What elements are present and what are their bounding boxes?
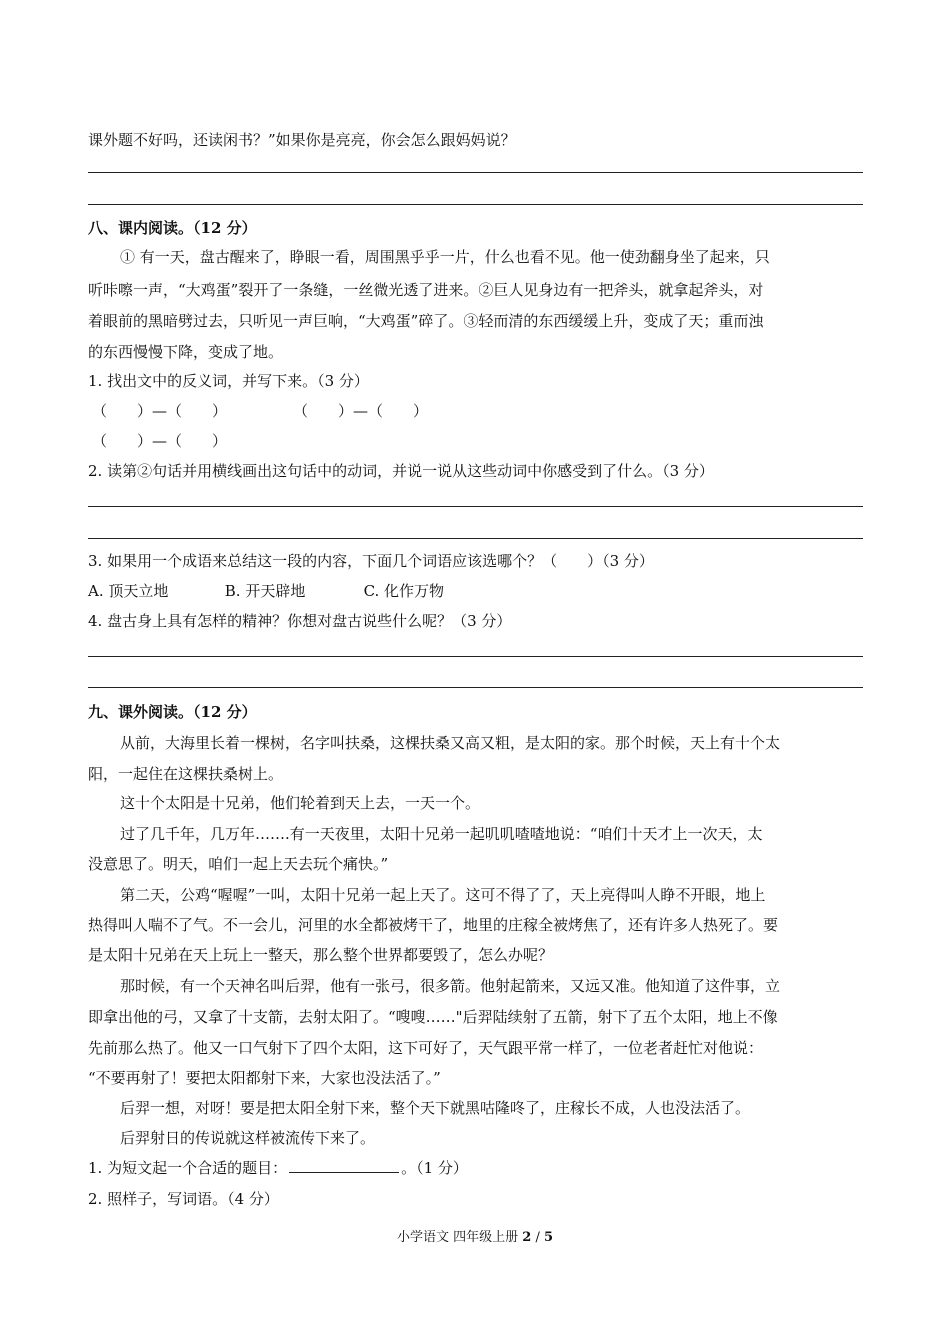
footer-subject: 小学语文 四年级上册	[396, 1230, 519, 1245]
question-continuation: 课外题不好吗，还读闲书？”如果你是亮亮，你会怎么跟妈妈说？	[88, 131, 516, 149]
answer-line[interactable]	[88, 506, 863, 507]
reading-line: 是太阳十兄弟在天上玩上一整天，那么整个世界都要毁了，怎么办呢？	[88, 946, 554, 964]
passage-line: 的东西慢慢下降，变成了地。	[88, 343, 284, 361]
option-c[interactable]: C. 化作万物	[363, 582, 445, 600]
reading-line: 没意思了。明天，咱们一起上天去玩个痛快。”	[88, 855, 389, 873]
reading-line: 过了几千年，几万年…….有一天夜里，太阳十兄弟一起叽叽喳喳地说：“咱们十天才上一次天，太	[120, 825, 763, 843]
footer-page-number: 2	[522, 1230, 532, 1245]
question-2: 2. 读第②句话并用横线画出这句话中的动词，并说一说从这些动词中你感受到了什么。（3 分）	[88, 462, 714, 480]
question-3-options	[88, 581, 863, 601]
answer-line[interactable]	[88, 656, 863, 657]
reading-line: 后羿一想，对呀！要是把太阳全射下来，整个天下就黑咕隆咚了，庄稼长不成，人也没法活了。	[120, 1099, 751, 1117]
question-4: 4. 盘古身上具有怎样的精神？你想对盘古说些什么呢？（3 分）	[88, 612, 512, 630]
question-1: 1. 找出文中的反义词，并写下来。（3 分）	[88, 372, 369, 390]
reading-question-1-text: 1. 为短文起一个合适的题目：	[88, 1159, 288, 1177]
antonym-blank[interactable]: （ ）—（ ）	[293, 402, 429, 420]
reading-line: 先前那么热了。他又一口气射下了四个太阳，这下可好了，天气跟平常一样了，一位老者赶忙对他说：	[88, 1039, 764, 1057]
answer-line[interactable]	[88, 538, 863, 539]
reading-line: 这十个太阳是十兄弟，他们轮着到天上去，一天一个。	[120, 794, 481, 812]
option-a[interactable]: A. 顶天立地	[88, 582, 169, 600]
option-b[interactable]: B. 开天辟地	[224, 582, 306, 600]
answer-line[interactable]	[88, 172, 863, 173]
reading-line: 那时候，有一个天神名叫后羿，他有一张弓，很多箭。他射起箭来，又远又准。他知道了这件事，立	[120, 977, 781, 995]
question-3: 3. 如果用一个成语来总结这一段的内容，下面几个词语应该选哪个？（ ）（3 分）	[88, 552, 654, 570]
reading-line: 第二天，公鸡“喔喔”一叫，太阳十兄弟一起上天了。这可不得了了，天上亮得叫人睁不开眼，地上	[120, 886, 766, 904]
section-8-heading: 八、课内阅读。（12 分）	[88, 219, 257, 237]
reading-question-2: 2. 照样子，写词语。（4 分）	[88, 1190, 279, 1208]
reading-question-1-score: 。（1 分）	[401, 1159, 468, 1177]
passage-line: ① 有一天，盘古醒来了，睁眼一看，周围黑乎乎一片，什么也看不见。他一使劲翻身坐了起来，只	[120, 248, 770, 266]
antonym-blank[interactable]: （ ）—（ ）	[92, 402, 228, 420]
reading-line: 后羿射日的传说就这样被流传下来了。	[120, 1129, 376, 1147]
passage-line: 听咔嚓一声，“大鸡蛋”裂开了一条缝，一丝微光透了进来。②巨人见身边有一把斧头，就拿起斧头，对	[88, 281, 764, 299]
reading-line: 从前，大海里长着一棵树，名字叫扶桑，这棵扶桑又高又粗，是太阳的家。那个时候，天上有十个太	[120, 734, 781, 752]
passage-line: 着眼前的黑暗劈过去，只听见一声巨响，“大鸡蛋”碎了。③轻而清的东西缓缓上升，变成了天；重而浊	[88, 312, 764, 330]
answer-line[interactable]	[88, 204, 863, 205]
title-blank[interactable]	[289, 1158, 399, 1173]
page-footer	[0, 1229, 950, 1247]
antonym-blank[interactable]: （ ）—（ ）	[92, 432, 228, 450]
reading-question-1	[88, 1158, 863, 1178]
answer-line[interactable]	[88, 687, 863, 688]
reading-line: 阳，一起住在这棵扶桑树上。	[88, 765, 284, 783]
footer-separator: /	[531, 1230, 544, 1245]
footer-page-total: 5	[543, 1230, 554, 1245]
reading-line: “不要再射了！要把太阳都射下来，大家也没法活了。”	[88, 1069, 441, 1087]
reading-line: 即拿出他的弓，又拿了十支箭，去射太阳了。“嗖嗖……"后羿陆续射了五箭，射下了五个太阳，地上不像	[88, 1008, 778, 1026]
section-9-heading: 九、课外阅读。（12 分）	[88, 703, 257, 721]
reading-line: 热得叫人喘不了气。不一会儿，河里的水全都被烤干了，地里的庄稼全被烤焦了，还有许多人热死了。要	[88, 916, 779, 934]
